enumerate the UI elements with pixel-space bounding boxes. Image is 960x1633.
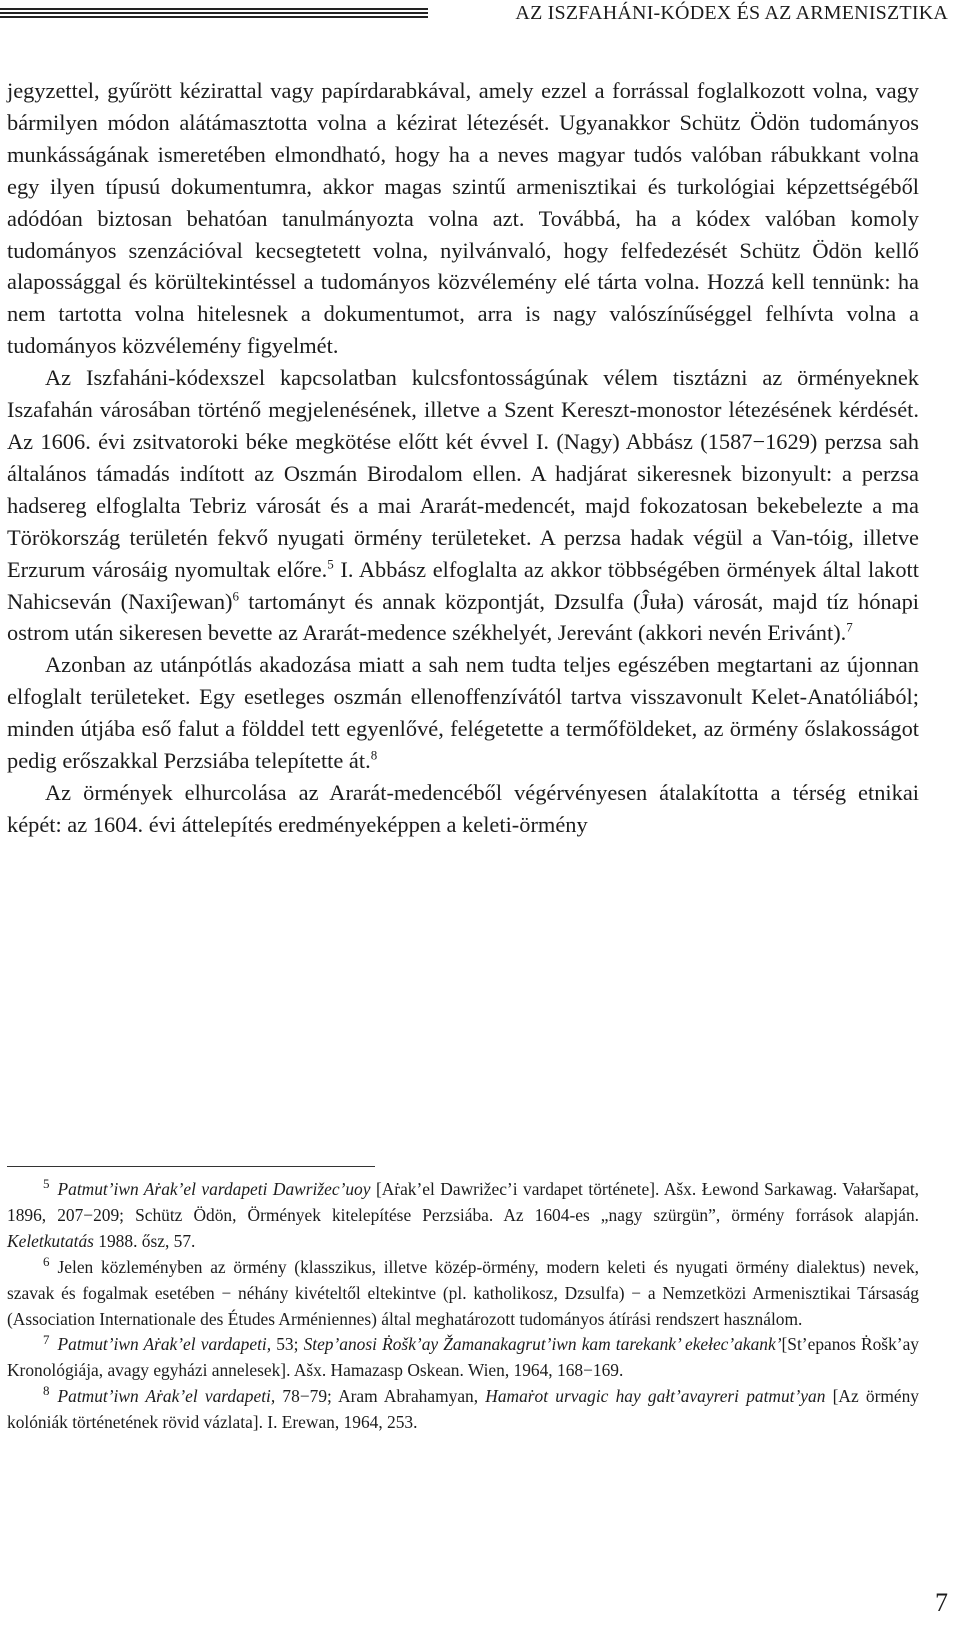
footnote-italic: Hamaṙot urvagic hay gałt’avayreri patmut’yan (485, 1386, 826, 1407)
footnote-text: [St’epanos Ṙošk’ay Kronológiája, avagy egyházi annelesek]. Ašx. Hamazasp Oskean. Wien, 1964, 168−169. (7, 1334, 919, 1381)
footnote-italic: Step’anosi Ṙošk’ay Žamanakagrut’iwn kam tarekank’ ekełec’akank’ (303, 1334, 782, 1355)
footnote-italic: Keletkutatás (7, 1230, 94, 1251)
paragraph-3 (7, 649, 919, 777)
paragraph-4-text: Az örmények elhurcolása az Ararát-medencéből végérvényesen átalakította a térség etnikai képét: az 1604. évi áttelepítés eredményeképpen a keleti-örmény (7, 779, 919, 837)
footnote-ref-8[interactable]: 8 (370, 747, 378, 763)
footnote-6 (7, 1255, 919, 1333)
footnote-separator (7, 1166, 375, 1167)
footnote-text: Jelen közleményben az örmény (klasszikus, illetve közép-örmény, modern keleti és nyugati örmény dialektus) nevek, szavak és fogalmak esetében − néhány kivételtől eltekintve (pl. katholikosz, Dzsulfa) − a Nemzetközi Armenisztikai Társaság (Association Internationale des Études Arméniennes) által meghatározott tudományos átírási rendszert használom. (7, 1256, 919, 1329)
footnote-text: [Az örmény kolóniák történetének rövid vázlata]. I. Erewan, 1964, 253. (7, 1386, 920, 1433)
footnote-8 (7, 1384, 919, 1436)
paragraph-2-text-c: tartományt és annak központját, Dzsulfa (Ĵuła) városát, majd tíz hónapi ostrom után sikeresen bevette az Ararát-medence székhelyét, Jerevánt (akkori nevén Erivánt). (7, 588, 919, 646)
footnote-5 (7, 1177, 919, 1255)
footnote-text: 53; (271, 1334, 304, 1355)
paragraph-1 (7, 75, 919, 362)
footnote-number: 6 (43, 1253, 50, 1269)
footnote-number: 5 (43, 1176, 50, 1192)
running-title: AZ ISZFAHÁNI-KÓDEX ÉS AZ ARMENISZTIKA (515, 2, 948, 24)
paragraph-2-text-b: I. Abbász elfoglalta az akkor többségében örmények által lakott Nahicseván (Naxiĵewan) (7, 556, 919, 614)
footnotes (7, 1177, 919, 1436)
paragraph-2-text-a: Az Iszfaháni-kódexszel kapcsolatban kulcsfontosságúnak vélem tisztázni az örményeknek Iszafahán városában történő megjelenésének, illetve a Szent Kereszt-monostor létezésének kérdését. Az 1606. évi zsitvatoroki béke megkötése előtt két évvel I. (Nagy) Abbász (1587−1629) perzsa sah általános támadás indított az Oszmán Birodalom ellen. A hadjárat sikeresnek bizonyult: a perzsa hadsereg elfoglalta Tebriz városát és a mai Ararát-medencét, majd fokozatosan bekebelezte a ma Törökország területén fekvő nyugati örmény területeket. A perzsa hadak végül a Van-tóig, illetve Erzurum városáig nyomultak előre. (7, 365, 919, 582)
footnote-ref-5[interactable]: 5 (327, 556, 334, 572)
footnote-italic: Patmut’iwn Aṙak’el vardapeti, (57, 1334, 272, 1355)
footnote-number: 8 (43, 1383, 50, 1399)
main-text (7, 75, 919, 841)
paragraph-4 (7, 777, 919, 841)
footnote-ref-7[interactable]: 7 (846, 619, 853, 635)
footnote-italic: Patmut’iwn Aṙak’el vardapeti Dawrižec’uoy (57, 1179, 371, 1199)
footnote-ref-6[interactable]: 6 (232, 588, 240, 604)
header-rules (0, 8, 428, 18)
paragraph-1-text: jegyzettel, gyűrött kézirattal vagy papírdarabkával, amely ezzel a forrással foglalkozott volna, vagy bármilyen módon alátámasztotta volna a kézirat létezését. Ugyanakkor Schütz Ödön tudományos munkásságának ismeretében elmondható, hogy ha a neves magyar tudós valóban rábukkant volna egy ilyen típusú dokumentumra, akkor magas szintű armenisztikai és turkológiai képzettségéből adódóan biztosan behatóan tanulmányozta volna azt. Továbbá, ha a kódex valóban komoly tudományos szenzációval kecsegtetett volna, nyilvánvaló, hogy felfedezését Schütz Ödön kellő alapossággal és körültekintéssel a tudományos közvélemény elé tárta volna. Hozzá kell tennünk: ha nem tartotta volna hitelesnek a dokumentumot, arra is nagy valószínűséggel felhívta volna a tudományos közvélemény figyelmét. (7, 78, 919, 359)
paragraph-2 (7, 362, 919, 649)
footnote-text: [Aṙak’el Dawrižec’i vardapet története]. Ašx. Łewond Sarkawag. Vałaršapat, 1896, 207−209; Schütz Ödön, Örmények kitelepítése Perzsiába. Az 1604-es „nagy szürgün”, örmény források alapján. (7, 1179, 919, 1225)
page-number: 7 (935, 1588, 948, 1617)
footnote-text: 1988. ősz, 57. (93, 1230, 196, 1251)
footnote-number: 7 (43, 1331, 50, 1347)
paragraph-3-text: Azonban az utánpótlás akadozása miatt a sah nem tudta teljes egészében megtartani az újonnan elfoglalt területeket. Egy esetleges oszmán ellenoffenzívától tartva visszavonult Kelet-Anatóliából; minden útjába eső falut a földdel tett egyenlővé, felégetette a termőföldeket, az örmény őslakosságot pedig erőszakkal Perzsiába telepítette át. (7, 652, 919, 774)
footnote-7 (7, 1332, 919, 1384)
footnote-italic: Patmut’iwn Aṙak’el vardapeti, (57, 1386, 276, 1407)
footnote-text: 78−79; Aram Abrahamyan, (275, 1386, 486, 1407)
